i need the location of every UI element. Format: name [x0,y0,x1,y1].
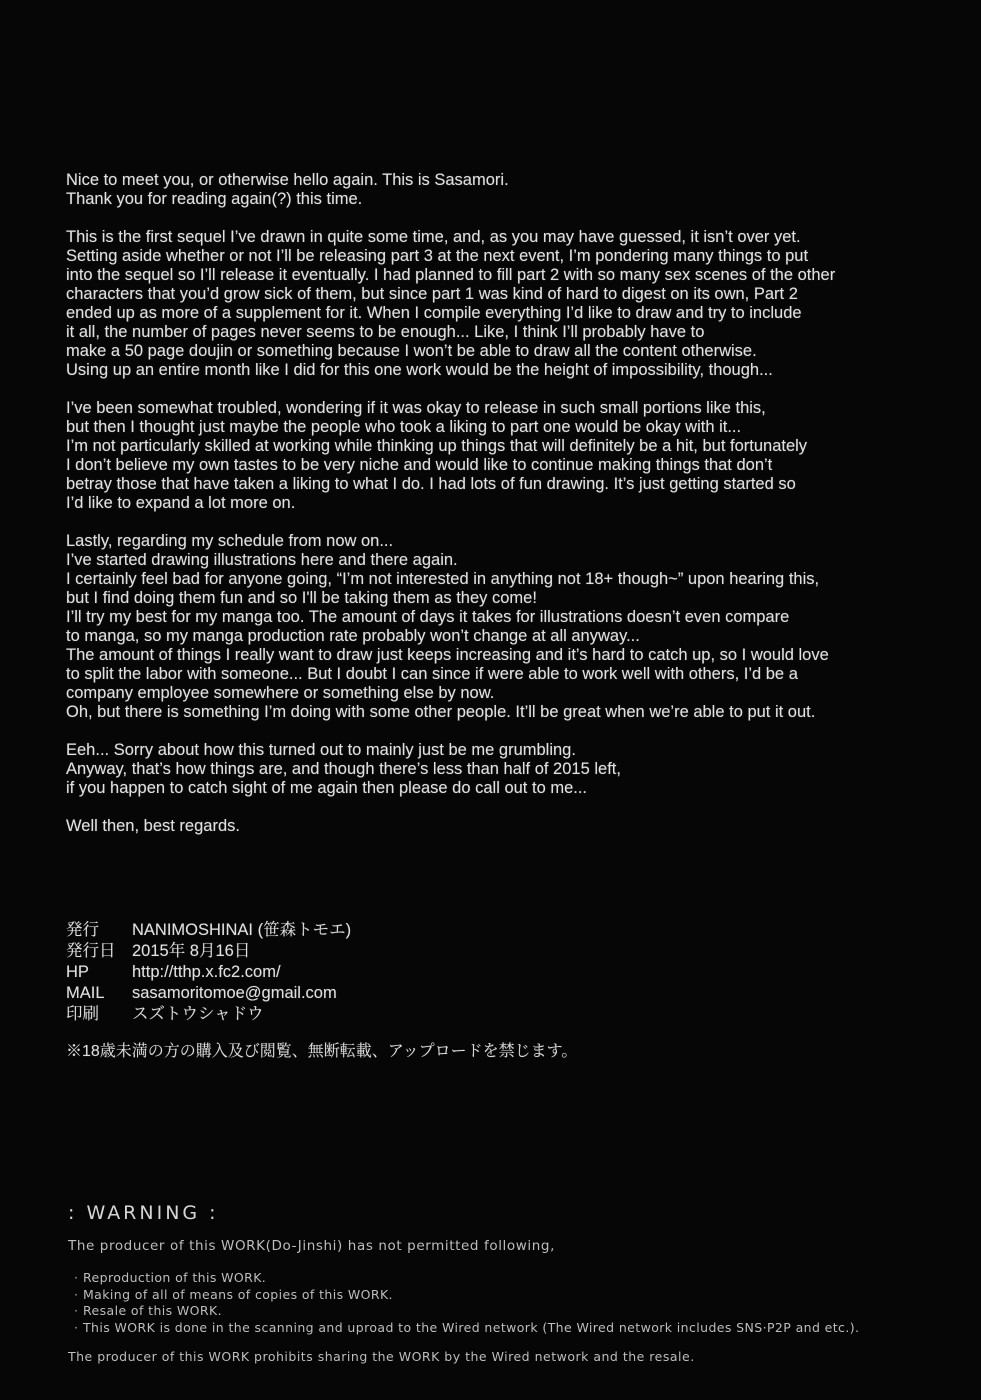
text-line: Thank you for reading again(?) this time. [66,190,363,208]
warning-title: : WARNING : [68,1202,219,1224]
regards-paragraph [66,817,835,836]
text-line: Anyway, that’s how things are, and though there’s less than half of 2015 left, [66,760,621,778]
age-restriction-notice: ※18歳未満の方の購入及び閲覧、無断転載、アップロードを禁じます。 [66,1043,578,1060]
text-line: ended up as more of a supplement for it. When I compile everything I’d like to draw and try to include [66,304,802,322]
warning-item-text: Resale of this WORK. [83,1303,222,1318]
colophon-row-printer [66,1004,351,1025]
text-line: I’ve started drawing illustrations here and there again. [66,551,458,569]
warning-section [68,1202,859,1364]
colophon-label: 印刷 [66,1005,99,1023]
warning-item [74,1287,859,1304]
colophon-label: 発行日 [66,942,116,960]
text-line: Nice to meet you, or otherwise hello again. This is Sasamori. [66,171,509,189]
text-line: betray those that have taken a liking to what I do. I had lots of fun drawing. It’s just getting started so [66,475,796,493]
text-line: company employee somewhere or something else by now. [66,684,495,702]
bullet-dot: · [74,1319,79,1335]
homepage-url: http://tthp.x.fc2.com/ [132,963,281,981]
publisher-name: NANIMOSHINAI (笹森トモエ) [132,921,352,939]
colophon-label: HP [66,963,89,981]
warning-item-text: Making of all of means of copies of this WORK. [83,1286,393,1302]
greeting-paragraph [66,171,835,209]
text-line: The amount of things I really want to draw just keeps increasing and it’s hard to catch up, so I would love [66,646,829,664]
schedule-paragraph [66,532,835,722]
text-line: but then I thought just maybe the people who took a liking to part one would be okay with it... [66,418,742,436]
colophon-label: MAIL [66,984,105,1002]
troubled-paragraph [66,399,835,513]
warning-list [74,1270,859,1336]
email-address: sasamoritomoe@gmail.com [132,984,337,1002]
sequel-paragraph [66,228,835,380]
warning-item-text: Reproduction of this WORK. [83,1270,267,1285]
colophon-label: 発行 [66,921,99,939]
bullet-dot: · [74,1303,79,1318]
warning-footer: The producer of this WORK prohibits sharing the WORK by the Wired network and the resale. [68,1349,695,1364]
warning-item [74,1320,859,1337]
printer-name: スズトウシャドウ [132,1005,264,1023]
bullet-dot: · [74,1270,79,1285]
text-line: characters that you’d grow sick of them, but since part 1 was kind of hard to digest on its own, Part 2 [66,285,798,303]
publication-date: 2015年 8月16日 [132,942,251,960]
text-line: Eeh... Sorry about how this turned out to mainly just be me grumbling. [66,741,576,759]
warning-intro: The producer of this WORK(Do-Jinshi) has not permitted following, [68,1238,555,1254]
text-line: if you happen to catch sight of me again then please do call out to me... [66,779,587,797]
text-line: Lastly, regarding my schedule from now on... [66,532,394,550]
text-line: I don’t believe my own tastes to be very niche and would like to continue making things that don’t [66,456,773,474]
text-line: Setting aside whether or not I’ll be releasing part 3 at the next event, I’m pondering many things to put [66,247,809,265]
text-line: make a 50 page doujin or something because I won’t be able to draw all the content otherwise. [66,342,757,360]
bullet-dot: · [74,1286,79,1302]
warning-item-text: This WORK is done in the scanning and uproad to the Wired network (The Wired network includes SNS·P2P and etc.). [83,1319,860,1335]
text-line: Well then, best regards. [66,817,240,835]
text-line: to split the labor with someone... But I doubt I can since if were able to work well with others, I’d be a [66,665,798,683]
colophon [66,920,351,1025]
colophon-row-date [66,941,351,962]
colophon-row-publisher [66,920,351,941]
text-line: Using up an entire month like I did for this one work would be the height of impossibility, though... [66,361,773,379]
text-line: I’ve been somewhat troubled, wondering if it was okay to release in such small portions like this, [66,399,766,417]
warning-item [74,1303,859,1320]
text-line: I’d like to expand a lot more on. [66,494,296,512]
closing-paragraph [66,741,835,798]
warning-item [74,1270,859,1287]
afterword-text [66,171,835,855]
text-line: but I find doing them fun and so I'll be taking them as they come! [66,589,537,607]
text-line: it all, the number of pages never seems to be enough... Like, I think I’ll probably have to [66,323,705,341]
text-line: This is the first sequel I’ve drawn in quite some time, and, as you may have guessed, it isn’t over yet. [66,228,801,246]
text-line: Oh, but there is something I’m doing with some other people. It’ll be great when we’re able to put it out. [66,703,816,721]
text-line: I’m not particularly skilled at working while thinking up things that will definitely be a hit, but fortunately [66,437,808,455]
text-line: into the sequel so I’ll release it eventually. I had planned to fill part 2 with so many sex scenes of the other [66,266,836,284]
text-line: I’ll try my best for my manga too. The amount of days it takes for illustrations doesn’t even compare [66,608,790,626]
text-line: I certainly feel bad for anyone going, “I’m not interested in anything not 18+ though~” upon hearing this, [66,570,820,588]
colophon-row-mail [66,983,351,1004]
colophon-row-homepage [66,962,351,983]
text-line: to manga, so my manga production rate probably won’t change at all anyway... [66,627,640,645]
